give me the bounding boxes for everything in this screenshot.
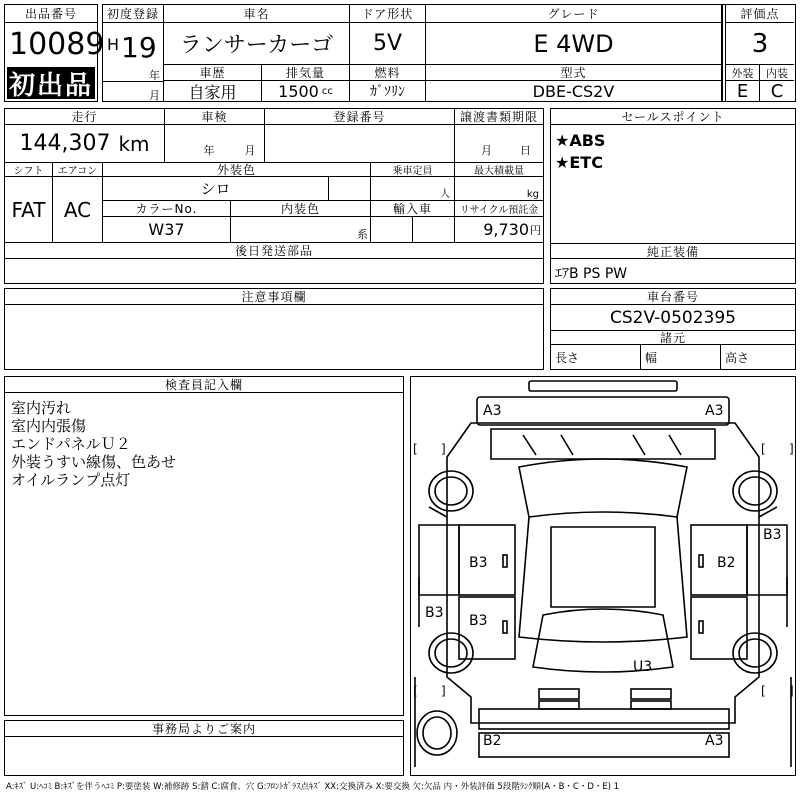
import-cell-b <box>413 217 455 243</box>
recycle-label: リサイクル預託金 <box>455 201 543 217</box>
mileage-label: 走行 <box>5 109 165 125</box>
bracket-open-3: [ <box>413 684 418 698</box>
bracket-close-4: ] <box>789 684 794 698</box>
height-cell <box>721 345 795 369</box>
color-no: W37 <box>103 217 231 243</box>
inspector-line-5: オイルランプ点灯 <box>11 471 131 489</box>
reg-no-label: 登録番号 <box>265 109 455 125</box>
interior-label: 内装 <box>760 65 794 81</box>
inspector-line-3: エンドパネルＵ２ <box>11 435 131 453</box>
displacement-cell <box>262 81 350 101</box>
notes-label: 注意事項欄 <box>5 289 543 305</box>
transfer-cell <box>455 125 543 163</box>
model: DBE-CS2V <box>426 81 722 101</box>
model-label: 型式 <box>426 65 722 81</box>
recycle-unit: 円 <box>530 223 541 237</box>
ac-label: エアコン <box>53 163 103 177</box>
max-load-label: 最大積載量 <box>455 163 543 177</box>
sales-label: セールスポイント <box>551 109 795 125</box>
info-box <box>4 108 544 284</box>
width-label: 幅 <box>645 350 658 365</box>
capacity-label: 乗車定員 <box>371 163 455 177</box>
history-label: 車歴 <box>164 65 262 81</box>
later-parts-cell <box>5 259 543 283</box>
mark-left-rear-door: B3 <box>469 613 488 629</box>
inspection-cell <box>165 125 265 163</box>
door-label: ドア形状 <box>350 5 426 23</box>
bracket-open-4: [ <box>761 684 766 698</box>
sales-point-2: ★ETC <box>555 153 603 172</box>
transfer-day-unit: 日 <box>520 144 531 157</box>
mark-right-side: B3 <box>763 527 782 543</box>
inspector-label: 検査員記入欄 <box>5 377 403 393</box>
first-reg-label: 初度登録 <box>103 5 163 23</box>
inspector-line-4: 外装うすい線傷、色あせ <box>11 453 177 471</box>
width-cell <box>641 345 721 369</box>
inspector-line-1: 室内汚れ <box>11 399 72 417</box>
grade: E 4WD <box>426 23 722 65</box>
score-label: 評価点 <box>726 5 794 23</box>
sales-box <box>550 108 796 284</box>
car-name: ランサーカーゴ <box>164 23 350 65</box>
mileage: 144,307 <box>19 131 111 156</box>
month-unit: 月 <box>149 89 160 102</box>
sales-point-1: ★ABS <box>555 131 606 150</box>
int-color-label: 内装色 <box>231 201 371 217</box>
displacement: 1500 <box>278 81 319 101</box>
office-box <box>4 720 404 776</box>
bracket-close-1: ] <box>441 442 446 456</box>
color-no-label: カラーNo. <box>103 201 231 217</box>
exterior-label: 外装 <box>726 65 760 81</box>
reg-year: 19 <box>121 31 157 64</box>
inspector-line-2: 室内内張傷 <box>11 417 87 435</box>
ext-color-label: 外装色 <box>103 163 371 177</box>
car-name-label: 車名 <box>164 5 350 23</box>
interior-grade: C <box>770 81 784 101</box>
inspection-year-unit: 年 <box>203 144 215 157</box>
office-label: 事務局よりご案内 <box>5 721 403 737</box>
fuel-label: 燃料 <box>350 65 426 81</box>
shift-label: シフト <box>5 163 53 177</box>
bracket-close-3: ] <box>441 684 446 698</box>
displacement-unit: cc <box>321 85 333 97</box>
score: 3 <box>726 23 794 65</box>
car-outline-icon <box>411 377 795 775</box>
later-parts-label: 後日発送部品 <box>5 243 543 259</box>
mark-front-left: A3 <box>483 403 502 419</box>
reg-no-cell <box>265 125 455 163</box>
max-load-unit: kg <box>526 189 539 200</box>
specs-label: 諸元 <box>551 331 795 345</box>
vehicle-box <box>164 4 796 102</box>
length-label: 長さ <box>555 350 580 365</box>
transfer-month-unit: 月 <box>481 144 492 157</box>
bracket-open-1: [ <box>413 442 418 456</box>
mileage-unit: km <box>118 131 150 156</box>
length-cell <box>551 345 641 369</box>
recycle-cell <box>455 217 543 243</box>
first-listing-badge: 初出品 <box>7 67 95 99</box>
mark-roof-rear: U3 <box>633 659 653 675</box>
lot-box <box>4 4 105 102</box>
mark-left-door: B3 <box>469 555 488 571</box>
history: 自家用 <box>164 81 262 101</box>
ac: AC <box>53 177 103 243</box>
mark-right-door: B2 <box>717 555 736 571</box>
recycle-amount: 9,730 <box>483 220 529 239</box>
door-type: 5V <box>350 23 426 65</box>
car-diagram <box>410 376 796 776</box>
int-color-cell <box>231 217 371 243</box>
lot-number-label: 出品番号 <box>5 5 97 23</box>
mark-rear-right: A3 <box>705 733 724 749</box>
year-unit: 年 <box>149 69 160 82</box>
capacity-unit: 人 <box>440 189 450 200</box>
capacity-cell <box>371 177 455 201</box>
bracket-open-2: [ <box>761 442 766 456</box>
mark-front-right: A3 <box>705 403 724 419</box>
first-reg-box <box>102 4 164 102</box>
inspection-label: 車検 <box>165 109 265 125</box>
chassis-number: CS2V-0502395 <box>551 305 795 331</box>
max-load-cell <box>455 177 543 201</box>
bracket-close-2: ] <box>789 442 794 456</box>
transfer-label: 譲渡書類期限 <box>455 109 543 125</box>
mark-left-side: B3 <box>425 605 444 621</box>
grade-label: グレード <box>426 5 722 23</box>
int-color-unit: 系 <box>357 228 368 241</box>
genuine-label: 純正装備 <box>551 243 795 259</box>
inspection-month-unit: 月 <box>244 144 256 157</box>
chassis-box <box>550 288 796 370</box>
ext-color-extra <box>329 177 371 201</box>
displacement-label: 排気量 <box>262 65 350 81</box>
notes-box <box>4 288 544 370</box>
inspector-box <box>4 376 404 716</box>
exterior-grade: E <box>726 81 760 101</box>
era-prefix: H <box>107 35 120 54</box>
legend: A:ｷｽﾞ U:ﾍｺﾐ B:ｷｽﾞを伴うﾍｺﾐ P:要塗装 W:補修跡 S:錆 C:腐食、穴 G:ﾌﾛﾝﾄｶﾞﾗｽ点ｷｽﾞ XX:交換済み X:要交換 欠:欠品 内・外装評価 5段階ﾗﾝｸ順(A・B・C・D・E) 1 <box>6 782 620 792</box>
fuel: ｶﾞｿﾘﾝ <box>350 81 426 101</box>
mileage-cell <box>5 125 165 163</box>
genuine-equipment: ｴｱB PS PW <box>555 266 628 282</box>
chassis-label: 車台番号 <box>551 289 795 305</box>
shift: FAT <box>5 177 53 243</box>
import-label: 輸入車 <box>371 201 455 217</box>
import-cell-a <box>371 217 413 243</box>
ext-color: シロ <box>103 177 329 201</box>
height-label: 高さ <box>725 350 750 365</box>
lot-number: 10089 <box>9 27 105 62</box>
mark-rear-left: B2 <box>483 733 502 749</box>
